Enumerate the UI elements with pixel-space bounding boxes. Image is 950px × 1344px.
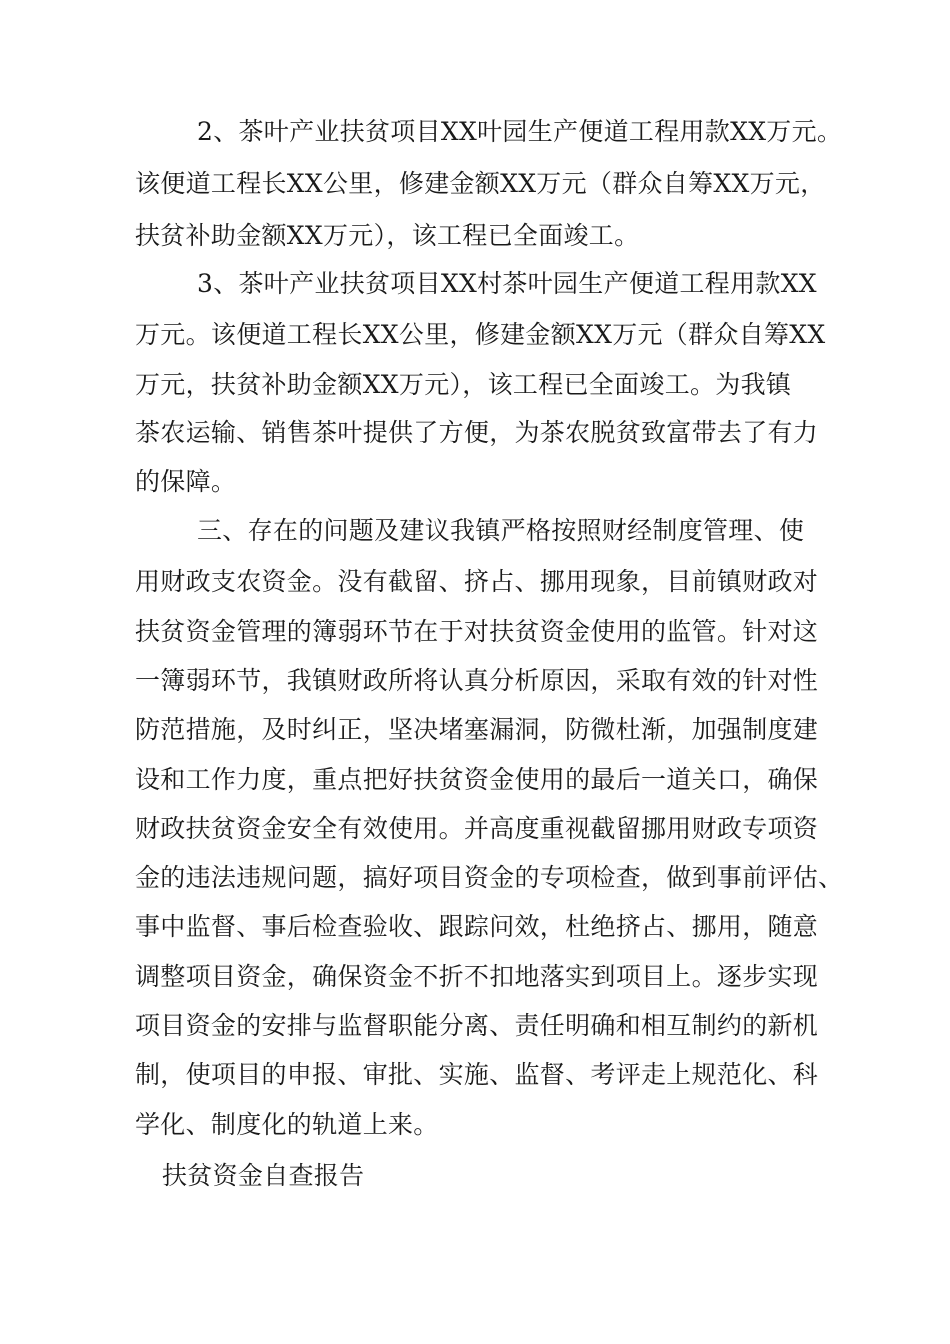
text-line-11: 扶贫资金管理的簿弱环节在于对扶贫资金使用的监管。针对这 xyxy=(135,617,819,646)
text-line-4: 3、茶叶产业扶贫项目XX村茶叶园生产便道工程用款XX xyxy=(197,269,817,298)
text-line-1: 2、茶叶产业扶贫项目XX叶园生产便道工程用款XX万元。 xyxy=(197,117,843,146)
text-line-15: 财政扶贫资金安全有效使用。并高度重视截留挪用财政专项资 xyxy=(135,814,819,843)
text-line-6: 万元，扶贫补助金额XX万元），该工程已全面竣工。为我镇 xyxy=(135,370,792,399)
text-line-20: 制，使项目的申报、审批、实施、监督、考评走上规范化、科 xyxy=(135,1060,819,1089)
text-line-7: 茶农运输、销售茶叶提供了方便，为茶农脱贫致富带去了有力 xyxy=(135,418,819,447)
text-line-17: 事中监督、事后检查验收、跟踪问效，杜绝挤占、挪用，随意 xyxy=(135,912,819,941)
text-line-16: 金的违法违规问题，搞好项目资金的专项检查，做到事前评估、 xyxy=(135,863,844,892)
text-line-5: 万元。该便道工程长XX公里，修建金额XX万元（群众自筹XX xyxy=(135,320,826,349)
text-line-12: 一簿弱环节，我镇财政所将认真分析原因，采取有效的针对性 xyxy=(135,666,819,695)
text-line-22: 扶贫资金自查报告 xyxy=(162,1161,365,1190)
text-line-14: 设和工作力度，重点把好扶贫资金使用的最后一道关口，确保 xyxy=(135,765,819,794)
text-line-19: 项目资金的安排与监督职能分离、责任明确和相互制约的新机 xyxy=(135,1011,819,1040)
text-line-9: 三、存在的问题及建议我镇严格按照财经制度管理、使 xyxy=(197,516,805,545)
text-line-2: 该便道工程长XX公里，修建金额XX万元（群众自筹XX万元， xyxy=(135,169,826,198)
text-line-21: 学化、制度化的轨道上来。 xyxy=(135,1110,439,1139)
text-line-13: 防范措施，及时纠正，坚决堵塞漏洞，防微杜渐，加强制度建 xyxy=(135,715,819,744)
text-line-3: 扶贫补助金额XX万元），该工程已全面竣工。 xyxy=(135,221,640,250)
text-line-10: 用财政支农资金。没有截留、挤占、挪用现象，目前镇财政对 xyxy=(135,567,819,596)
text-line-8: 的保障。 xyxy=(135,467,237,496)
text-line-18: 调整项目资金，确保资金不折不扣地落实到项目上。逐步实现 xyxy=(135,962,819,991)
